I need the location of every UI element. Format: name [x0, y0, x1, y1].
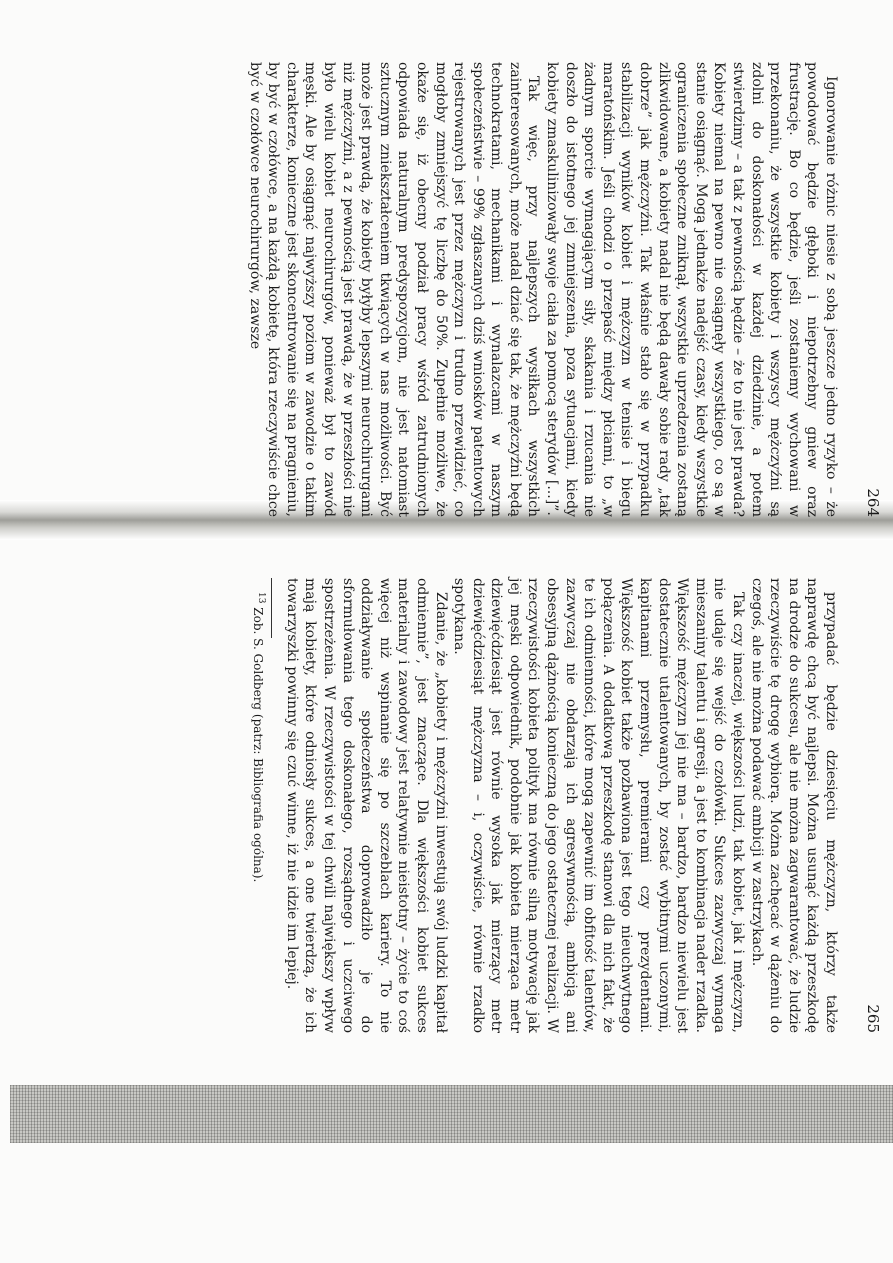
paragraph: Tak czy inaczej, większości ludzi, tak kobiet, jak i mężczyzn, nie udaje się wejść do czołówki. Sukces zazwyczaj wymaga mieszaniny talentu i agresji, a jest to kombinacja nader rzadka. Większość mężczyzn jej nie ma – bardzo, bardzo niewielu jest dostatecznie utalentowanych, by zostać wybitnymi uczonymi, kapitanami przemysłu, premierami czy prezydentami. Większość kobiet także pozbawiona jest tego nieuchwytnego połączenia. A dodatkową przeszkodę stanowi dla nich fakt, że te ich odmienności, które mogą zapewnić im obfitość talentów, zazwyczaj nie obdarzają ich agresywnością, ambicją ani obsesyjną dążnością konieczną do jego ostatecznej realizacji. W rzeczywistości kobieta polityk ma równie silną motywację jak jej męski odpowiednik, podobnie jak kobieta mierząca metr dziewięćdziesiąt jest równie wysoka jak mierzący metr dziewięćdziesiąt mężczyzna – i, oczywiście, równie rzadko spotykana. [451, 578, 747, 1033]
paragraph: Tak więc, przy najlepszych wysiłkach wszystkich zainteresowanych, może nadal dziać się tak, że mężczyźni będą technokratami, mechanikami i wynalazcami w naszym społeczeństwie – 99% zgłaszanych dziś wniosków patentowych rejestrowanych jest przez mężczyzn i trudno przewidzieć, co mogłoby zmniejszyć tę liczbę do 50%. Zupełnie możliwe, że okaże się, iż obecny podział pracy wśród zatrudnionych odpowiada naturalnym predyspozycjom, nie jest natomiast sztucznym zniekształceniem tkwiących w nas możliwości. Być może jest prawdą, że kobiety byłyby lepszymi neurochirurgami niż mężczyźni, a z pewnością jest prawdą, że w przeszłości nie było wielu kobiet neurochirurgów, ponieważ był to zawód męski. Ale by osiągnąć najwyższy poziom w zawodzie o takim charakterze, konieczne jest skoncentrowanie się na pragnieniu, by być w czołówce, a na każdą kobietę, która rzeczywiście chce być w czołówce neurochirurgów, zawsze [246, 62, 542, 517]
footnote-text: Zob. S. Goldberg (patrz: Bibliografia ogólna). [251, 607, 266, 883]
left-page [245, 62, 882, 517]
scan-edge-noise [10, 1085, 893, 1143]
right-page [250, 578, 882, 1033]
paragraph: Zdanie, że „kobiety i mężczyźni inwestują swój ludzki kapitał odmiennie”, jest znaczące. Dla większości kobiet sukces materialny i zawodowy jest relatywnie nieistotny – życie to coś więcej niż wspinanie się po szczeblach kariery. To nie oddziaływanie społeczeństwa doprowadziło je do sformułowania tego doskonałego, rozsądnego i uczciwego spostrzeżenia. W rzeczywistości w tej chwili największy wpływ mają kobiety, które odniosły sukces, a one twierdzą, że ich towarzyszki powinny się czuć winne, iż nie idzie im lepiej. [283, 578, 449, 1033]
paragraph: przypadać będzie dziesięciu mężczyzn, którzy także naprawdę chcą być najlepsi. Można usunąć każdą przeszkodę na drodze do sukcesu, ale nie można zagwarantować, że ludzie rzeczywiście tę drogę wybiorą. Można zachęcać w dążeniu do czegoś, ale nie można podawać ambicji w zastrzykach. [748, 578, 839, 1033]
footnote [250, 578, 265, 1033]
page-number: 265 [864, 1004, 882, 1033]
page-number: 264 [864, 488, 882, 517]
footnote-divider [271, 578, 272, 638]
paragraph: Ignorowanie różnic niesie z sobą jeszcze jedno ryzyko – że powodować będzie głęboki i niepotrzebny gniew oraz frustrację. Bo co będzie, jeśli zostaniemy wychowani w przekonaniu, że wszystkie kobiety i wszyscy mężczyźni są zdolni do doskonałości w każdej dziedzinie, a potem stwierdzimy – a tak z pewnością będzie – że to nie jest prawda? Kobiety niemal na pewno nie osiągnęły wszystkiego, co są w stanie osiągnąć. Mogą jednakże nadejść czasy, kiedy wszystkie ograniczenia społeczne zniknął, wszystkie uprzedzenia zostaną zlikwidowane, a kobiety nadal nie będą dawały sobie rady „tak dobrze” jak mężczyźni. Tak właśnie stało się w przypadku stabilizacji wyników kobiet i mężczyzn w tenisie i biegu maratońskim. Jeśli chodzi o przepaść między płciami, to „w żadnym sporcie wymagającym siły, skakania i rzucania nie doszło do istotnego jej zmniejszenia, poza sytuacjami, kiedy kobiety zmaskulinizowały swoje ciała za pomocą sterydów [...]”. [544, 62, 839, 517]
footnote-marker: 13 [256, 592, 267, 604]
